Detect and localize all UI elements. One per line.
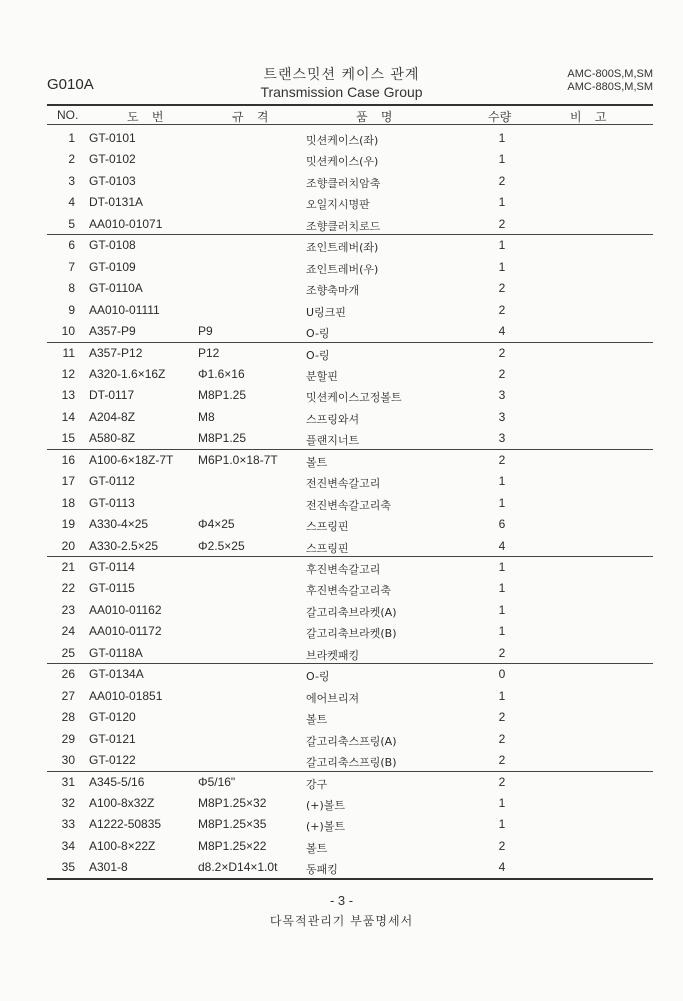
drawing-number: A357-P12 bbox=[89, 345, 143, 360]
part-name: 갈고리축스프링(B) bbox=[306, 756, 397, 770]
document-title: 다목적관리기 부품명세서 bbox=[269, 914, 414, 928]
drawing-number: GT-0112 bbox=[89, 474, 135, 489]
row-number: 14 bbox=[61, 409, 75, 424]
table-row bbox=[47, 214, 653, 235]
drawing-number: GT-0115 bbox=[89, 581, 135, 596]
part-name: 전진변속갈고리 bbox=[306, 477, 381, 491]
table-row bbox=[47, 171, 653, 192]
part-name: 밋션케이스(좌) bbox=[306, 134, 379, 147]
part-name: (+)볼트 bbox=[306, 798, 346, 812]
quantity: 1 bbox=[498, 474, 506, 489]
part-name: 플랜지너트 bbox=[306, 434, 360, 448]
part-name: 스프링핀 bbox=[306, 541, 349, 555]
row-number: 28 bbox=[61, 710, 75, 725]
drawing-number: AA010-01071 bbox=[89, 216, 163, 231]
part-name: 조향클러치로드 bbox=[306, 219, 381, 233]
quantity: 2 bbox=[498, 173, 506, 188]
table-row bbox=[47, 707, 653, 728]
table-row bbox=[47, 664, 653, 685]
row-number: 4 bbox=[68, 195, 75, 210]
part-name: 후진변속갈고리축 bbox=[306, 584, 392, 598]
col-header-part-name: 품 명 bbox=[356, 110, 393, 124]
part-name: 볼트 bbox=[306, 713, 328, 727]
part-name: 브라켓패킹 bbox=[306, 648, 360, 662]
quantity: 2 bbox=[498, 731, 506, 746]
table-row bbox=[47, 578, 653, 599]
drawing-number: A345-5/16 bbox=[89, 774, 145, 789]
drawing-number: GT-0108 bbox=[89, 238, 136, 253]
table-row bbox=[47, 471, 653, 492]
spec: M8P1.25 bbox=[198, 431, 247, 446]
quantity: 1 bbox=[498, 195, 506, 210]
spec: Φ4×25 bbox=[198, 517, 235, 532]
row-number: 24 bbox=[61, 624, 75, 639]
part-name: 후진변속갈고리 bbox=[306, 563, 381, 576]
part-name: O-링 bbox=[306, 348, 330, 362]
drawing-number: GT-0121 bbox=[89, 731, 136, 746]
row-number: 19 bbox=[61, 517, 75, 532]
row-number: 26 bbox=[61, 667, 75, 682]
quantity: 6 bbox=[498, 517, 506, 532]
row-number: 20 bbox=[61, 538, 75, 553]
drawing-number: A330-2.5×25 bbox=[89, 538, 159, 553]
part-name: U링크핀 bbox=[306, 305, 346, 319]
quantity: 4 bbox=[498, 538, 506, 553]
table-row bbox=[47, 493, 653, 514]
table-row bbox=[47, 772, 653, 793]
spec: M6P1.0×18-7T bbox=[198, 452, 278, 467]
table-row bbox=[47, 321, 653, 342]
spec: Φ1.6×16 bbox=[198, 366, 245, 381]
table-row bbox=[47, 793, 653, 814]
quantity: 3 bbox=[498, 431, 506, 446]
drawing-number: GT-0103 bbox=[89, 173, 136, 188]
table-row bbox=[47, 750, 653, 771]
table-row bbox=[47, 407, 653, 428]
spec: M8 bbox=[198, 409, 215, 424]
spec: P9 bbox=[198, 324, 213, 339]
row-number: 33 bbox=[61, 817, 75, 832]
row-number: 3 bbox=[68, 173, 75, 188]
table-row bbox=[47, 729, 653, 750]
quantity: 2 bbox=[498, 452, 506, 467]
quantity: 2 bbox=[498, 645, 506, 660]
page-number: - 3 - bbox=[329, 893, 354, 908]
part-name: 갈고리축브라켓(B) bbox=[306, 627, 397, 641]
row-number: 18 bbox=[61, 495, 75, 510]
drawing-number: DT-0131A bbox=[89, 195, 144, 210]
spec: d8.2×D14×1.0t bbox=[198, 860, 278, 875]
table-row bbox=[47, 600, 653, 621]
part-name: 스프링와셔 bbox=[306, 412, 360, 426]
drawing-number: A100-8x32Z bbox=[89, 795, 155, 810]
model-line-1: AMC-800S,M,SM bbox=[567, 68, 653, 80]
part-name: 밋션케이스고정볼트 bbox=[306, 391, 402, 405]
col-header-qty: 수량 bbox=[488, 110, 512, 124]
col-header-no: NO. bbox=[57, 108, 79, 122]
drawing-number: A204-8Z bbox=[89, 409, 136, 424]
table-row bbox=[47, 343, 653, 364]
row-number: 31 bbox=[61, 774, 75, 789]
title-korean: 트랜스밋션 케이스 관계 bbox=[263, 67, 420, 83]
spec: Φ5/16" bbox=[198, 774, 236, 789]
part-name: 강구 bbox=[306, 777, 328, 791]
quantity: 1 bbox=[498, 688, 506, 703]
drawing-number: DT-0117 bbox=[89, 388, 135, 403]
part-name: 갈고리축스프링(A) bbox=[306, 734, 397, 748]
drawing-number: A301-8 bbox=[89, 860, 128, 875]
part-name: 밋션케이스(우) bbox=[306, 155, 379, 169]
row-number: 10 bbox=[61, 324, 75, 339]
quantity: 1 bbox=[498, 602, 506, 617]
drawing-number: GT-0102 bbox=[89, 152, 136, 167]
drawing-number: GT-0134A bbox=[89, 667, 144, 682]
quantity: 1 bbox=[498, 560, 506, 574]
quantity: 1 bbox=[498, 795, 506, 810]
part-name: 갈고리축브라켓(A) bbox=[306, 605, 397, 619]
part-name: 분할핀 bbox=[306, 369, 338, 383]
table-row bbox=[47, 257, 653, 278]
row-number: 13 bbox=[61, 388, 75, 403]
table-row bbox=[47, 385, 653, 406]
part-name: 에어브리져 bbox=[306, 691, 360, 705]
quantity: 2 bbox=[498, 838, 506, 853]
drawing-number: GT-0120 bbox=[89, 710, 136, 725]
quantity: 1 bbox=[498, 817, 506, 832]
drawing-number: A320-1.6×16Z bbox=[89, 366, 166, 381]
quantity: 4 bbox=[498, 860, 506, 875]
row-number: 5 bbox=[68, 216, 75, 231]
col-header-drawing-no: 도 번 bbox=[127, 110, 164, 124]
quantity: 2 bbox=[498, 753, 506, 768]
drawing-number: A100-6×18Z-7T bbox=[89, 452, 174, 467]
col-header-remark: 비 고 bbox=[570, 110, 607, 124]
quantity: 3 bbox=[498, 409, 506, 424]
row-number: 29 bbox=[61, 731, 75, 746]
spec: M8P1.25 bbox=[198, 388, 247, 403]
drawing-number: AA010-01172 bbox=[89, 624, 162, 639]
table-row bbox=[47, 836, 653, 857]
header-top-rule bbox=[47, 104, 653, 106]
row-number: 34 bbox=[61, 838, 75, 853]
quantity: 1 bbox=[498, 131, 506, 145]
row-number: 32 bbox=[61, 795, 75, 810]
table-row bbox=[47, 814, 653, 835]
table-row bbox=[47, 514, 653, 535]
col-header-spec: 규 격 bbox=[232, 110, 269, 124]
spec: M8P1.25×32 bbox=[198, 795, 267, 810]
quantity: 2 bbox=[498, 366, 506, 381]
drawing-number: AA010-01162 bbox=[89, 602, 162, 617]
row-number: 11 bbox=[62, 345, 75, 360]
quantity: 1 bbox=[498, 259, 506, 274]
quantity: 2 bbox=[498, 216, 506, 231]
row-number: 6 bbox=[68, 238, 75, 253]
drawing-number: A357-P9 bbox=[89, 324, 136, 339]
group-code: G010A bbox=[47, 76, 94, 93]
row-number: 8 bbox=[68, 281, 75, 296]
drawing-number: GT-0113 bbox=[89, 495, 135, 510]
table-row bbox=[47, 192, 653, 213]
part-name: O-링 bbox=[306, 327, 330, 341]
quantity: 4 bbox=[498, 324, 506, 339]
drawing-number: A580-8Z bbox=[89, 431, 136, 446]
drawing-number: GT-0110A bbox=[89, 281, 143, 296]
part-name: 볼트 bbox=[306, 455, 328, 469]
quantity: 2 bbox=[498, 774, 506, 789]
quantity: 0 bbox=[498, 667, 506, 682]
part-name: 조향축마개 bbox=[306, 284, 360, 298]
table-row bbox=[47, 428, 653, 449]
row-number: 15 bbox=[61, 431, 75, 446]
table-row bbox=[47, 149, 653, 170]
drawing-number: AA010-01111 bbox=[89, 302, 160, 317]
part-name: 죠인트레버(좌) bbox=[306, 241, 379, 255]
spec: P12 bbox=[198, 345, 220, 360]
drawing-number: GT-0122 bbox=[89, 753, 136, 768]
quantity: 1 bbox=[498, 495, 506, 510]
part-name: 조향클러치암축 bbox=[306, 176, 381, 190]
row-number: 16 bbox=[61, 452, 75, 467]
quantity: 1 bbox=[498, 238, 506, 253]
table-row bbox=[47, 621, 653, 642]
drawing-number: AA010-01851 bbox=[89, 688, 163, 703]
drawing-number: GT-0118A bbox=[89, 645, 143, 660]
row-number: 7 bbox=[68, 259, 75, 274]
row-number: 25 bbox=[61, 645, 75, 660]
spec: M8P1.25×22 bbox=[198, 838, 267, 853]
row-number: 23 bbox=[61, 602, 75, 617]
quantity: 1 bbox=[498, 581, 506, 596]
table-row bbox=[47, 235, 653, 256]
table-row bbox=[47, 300, 653, 321]
part-name: 동패킹 bbox=[306, 863, 338, 877]
drawing-number: A1222-50835 bbox=[89, 817, 162, 832]
quantity: 1 bbox=[498, 152, 506, 167]
row-number: 17 bbox=[61, 474, 75, 489]
table-row bbox=[47, 536, 653, 557]
row-number: 9 bbox=[68, 302, 75, 317]
group-divider bbox=[47, 878, 653, 880]
part-name: (+)볼트 bbox=[306, 820, 346, 834]
spec: M8P1.25×35 bbox=[198, 817, 267, 832]
table-row bbox=[47, 278, 653, 299]
quantity: 3 bbox=[498, 388, 506, 403]
row-number: 1 bbox=[68, 131, 75, 145]
header-bottom-rule bbox=[47, 124, 653, 125]
quantity: 2 bbox=[498, 302, 506, 317]
quantity: 2 bbox=[498, 345, 506, 360]
row-number: 35 bbox=[61, 860, 75, 875]
row-number: 22 bbox=[61, 581, 75, 596]
drawing-number: A330-4×25 bbox=[89, 517, 149, 532]
spec: Φ2.5×25 bbox=[198, 538, 245, 553]
part-name: 오일지시명판 bbox=[306, 198, 370, 212]
table-row bbox=[47, 364, 653, 385]
row-number: 30 bbox=[61, 753, 75, 768]
row-number: 2 bbox=[68, 152, 75, 167]
drawing-number: GT-0101 bbox=[89, 131, 136, 145]
part-name: 죠인트레버(우) bbox=[306, 262, 379, 276]
row-number: 27 bbox=[61, 688, 75, 703]
part-name: 볼트 bbox=[306, 841, 328, 855]
drawing-number: A100-8×22Z bbox=[89, 838, 156, 853]
part-name: 전진변속갈고리축 bbox=[306, 498, 392, 512]
part-name: O-링 bbox=[306, 670, 330, 684]
model-line-2: AMC-880S,M,SM bbox=[567, 81, 653, 93]
quantity: 2 bbox=[498, 281, 506, 296]
table-row bbox=[47, 857, 653, 878]
table-row bbox=[47, 557, 653, 578]
table-row bbox=[47, 686, 653, 707]
drawing-number: GT-0114 bbox=[89, 560, 135, 574]
row-number: 12 bbox=[61, 366, 75, 381]
quantity: 2 bbox=[498, 710, 506, 725]
drawing-number: GT-0109 bbox=[89, 259, 136, 274]
title-english: Transmission Case Group bbox=[260, 84, 423, 100]
quantity: 1 bbox=[498, 624, 506, 639]
row-number: 21 bbox=[61, 560, 75, 574]
table-row bbox=[47, 450, 653, 471]
table-row bbox=[47, 128, 653, 149]
table-row bbox=[47, 643, 653, 664]
part-name: 스프링핀 bbox=[306, 520, 349, 534]
